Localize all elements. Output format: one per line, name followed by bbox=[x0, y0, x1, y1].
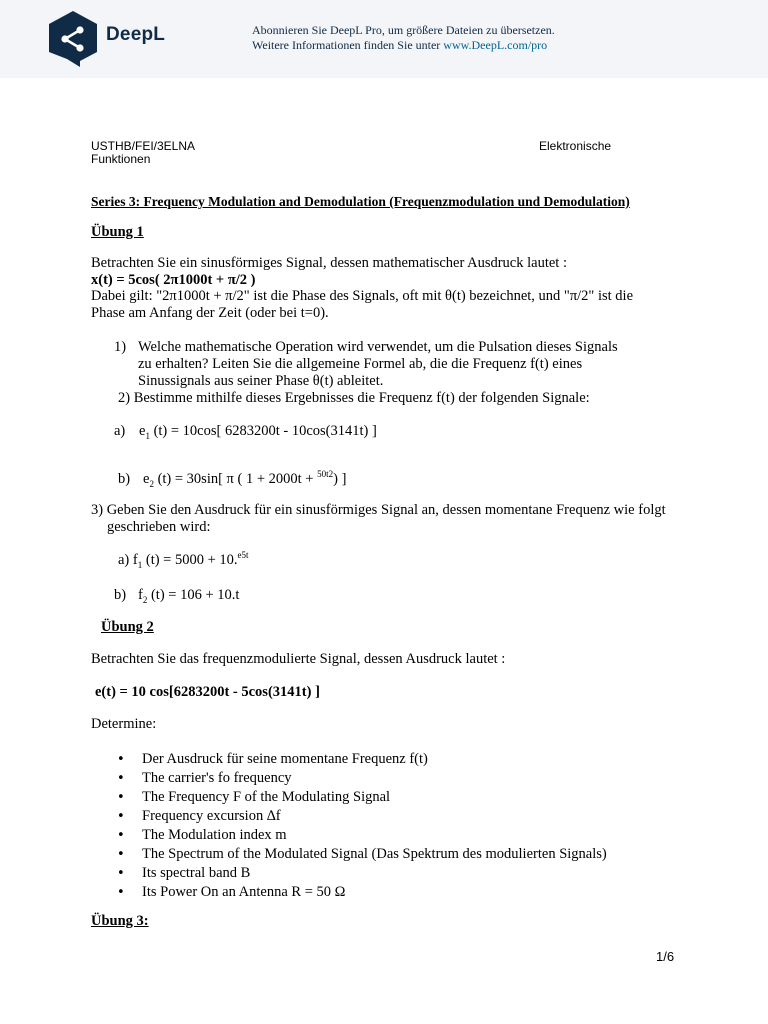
question-2: 2) Bestimme mithilfe dieses Ergebnisses die Frequenz f(t) der folgenden Signale: bbox=[118, 390, 590, 406]
deepl-pro-link[interactable]: www.DeepL.com/pro bbox=[443, 38, 548, 52]
signal-a-rest: (t) = 10cos[ 6283200t - 10cos(3141t) ] bbox=[149, 423, 377, 439]
list-item: • Frequency excursion ∆f bbox=[117, 807, 607, 826]
freq-a-sub: 1 bbox=[137, 559, 143, 570]
question-1-line-1: Welche mathematische Operation wird verwendet, um die Pulsation dieses Signals bbox=[138, 339, 618, 355]
freq-a-rest: (t) = 5000 + 10. bbox=[142, 552, 238, 568]
header-subject-continued: Funktionen bbox=[91, 152, 151, 166]
exercise-1-note-line-2: Phase am Anfang der Zeit (oder bei t=0). bbox=[91, 305, 329, 321]
signal-b-label: b) bbox=[118, 471, 131, 487]
list-item: • Der Ausdruck für seine momentane Frequenz f(t) bbox=[117, 750, 607, 769]
question-3-line-1: 3) Geben Sie den Ausdruck für ein sinusförmiges Signal an, dessen momentane Frequenz wie folgt bbox=[91, 502, 666, 518]
deepl-brand-name: DeepL bbox=[106, 24, 166, 45]
exercise-3-heading: Übung 3: bbox=[91, 913, 149, 929]
question-3-line-2: geschrieben wird: bbox=[107, 519, 211, 535]
freq-b-formula bbox=[138, 587, 239, 604]
determine-label: Determine: bbox=[91, 716, 157, 732]
signal-b-sup: 50t2 bbox=[317, 469, 334, 480]
header-course-code: USTHB/FEI/3ELNA bbox=[91, 139, 196, 153]
question-1-line-2: zu erhalten? Leiten Sie die allgemeine Formel ab, die die Frequenz f(t) eines bbox=[138, 356, 583, 372]
list-item: • Its Power On an Antenna R = 50 Ω bbox=[117, 883, 607, 902]
question-1-number: 1) bbox=[114, 339, 127, 355]
freq-b-rest: (t) = 106 + 10.t bbox=[147, 587, 240, 603]
signal-b-mid: (t) = 30sin[ π ( 1 + 2000t + bbox=[153, 471, 318, 487]
signal-a-label: a) bbox=[114, 423, 126, 439]
freq-b-sub: 2 bbox=[142, 594, 148, 605]
freq-b-label: b) bbox=[114, 587, 127, 603]
deepl-banner bbox=[0, 0, 768, 78]
question-1-line-3: Sinussignals aus seiner Phase θ(t) ableitet. bbox=[138, 373, 384, 389]
list-item: • The carrier's fo frequency bbox=[117, 769, 607, 788]
deepl-logo-icon bbox=[47, 10, 99, 68]
signal-b-var: e bbox=[143, 471, 150, 487]
list-item: • The Frequency F of the Modulating Signal bbox=[117, 788, 607, 807]
promo-line-1: Abonnieren Sie DeepL Pro, um größere Dateien zu übersetzen. bbox=[252, 23, 555, 37]
signal-a-formula bbox=[139, 423, 377, 440]
page-number: 1/6 bbox=[656, 949, 675, 964]
signal-b-end: ) ] bbox=[333, 471, 347, 487]
signal-b-sub: 2 bbox=[149, 478, 154, 489]
exercise-2-intro: Betrachten Sie das frequenzmodulierte Signal, dessen Ausdruck lautet : bbox=[91, 651, 506, 667]
freq-a-label: a) bbox=[118, 552, 130, 568]
list-item: • The Spectrum of the Modulated Signal (Das Spektrum des modulierten Signals) bbox=[117, 845, 607, 864]
signal-a-sub: 1 bbox=[145, 430, 150, 441]
signal-a-var: e bbox=[139, 423, 146, 439]
exercise-1-heading: Übung 1 bbox=[91, 224, 144, 240]
freq-a-var: f bbox=[132, 552, 138, 568]
pro-promo bbox=[252, 23, 555, 53]
freq-a-sup: e5t bbox=[237, 550, 249, 561]
exercise-1-note-line-1: Dabei gilt: "2π1000t + π/2" ist die Phase des Signals, oft mit θ(t) bezeichnet, und "π/2" ist die bbox=[91, 288, 634, 304]
promo-line-2 bbox=[252, 38, 555, 53]
list-item: • The Modulation index m bbox=[117, 826, 607, 845]
freq-b-var: f bbox=[138, 587, 143, 603]
header-subject: Elektronische bbox=[539, 139, 612, 153]
exercise-2-heading: Übung 2 bbox=[101, 619, 154, 635]
signal-b-formula bbox=[143, 471, 346, 488]
list-item: • Its spectral band B bbox=[117, 864, 607, 883]
exercise-1-formula: x(t) = 5cos( 2π1000t + π/2 ) bbox=[91, 272, 256, 288]
exercise-2-formula: e(t) = 10 cos[6283200t - 5cos(3141t) ] bbox=[95, 684, 320, 700]
promo-line-2-text: Weitere Informationen finden Sie unter bbox=[252, 38, 444, 52]
exercise-1-intro: Betrachten Sie ein sinusförmiges Signal, dessen mathematischer Ausdruck lautet : bbox=[91, 255, 567, 271]
determine-list bbox=[117, 750, 607, 902]
freq-a-formula bbox=[118, 552, 249, 569]
series-title: Series 3: Frequency Modulation and Demodulation (Frequenzmodulation und Demodulation) bbox=[91, 194, 630, 209]
